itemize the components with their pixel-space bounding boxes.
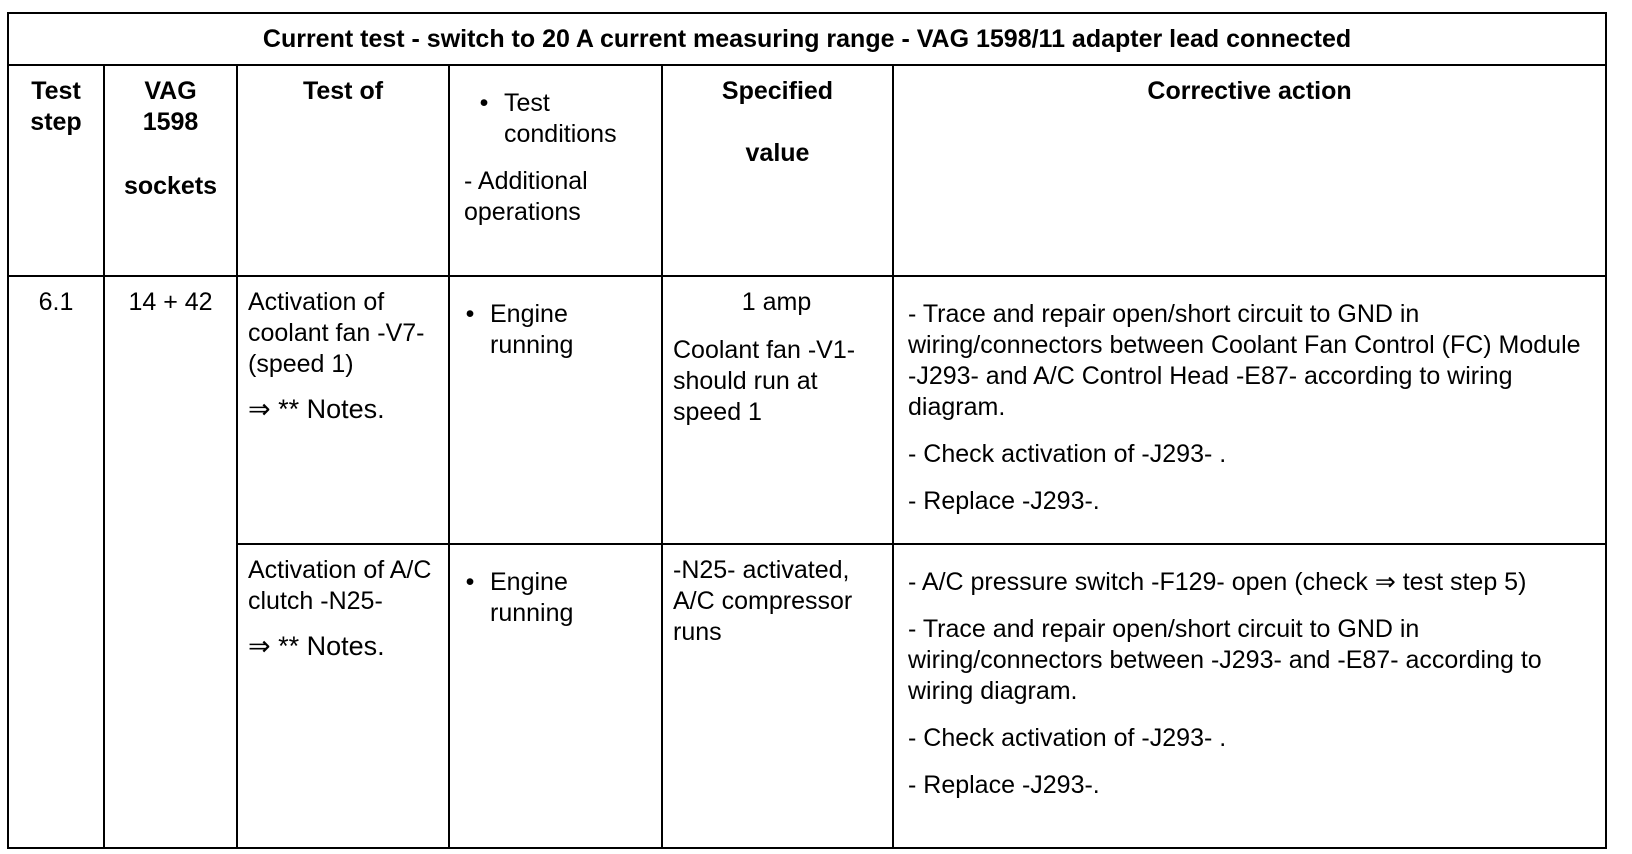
test-table: [7, 12, 1607, 849]
header-corrective: [893, 65, 1606, 276]
header-conditions-additional: - Additional operations: [464, 167, 588, 226]
table-title: Current test - switch to 20 A current measuring range - VAG 1598/11 adapter lead connected: [8, 13, 1606, 65]
header-test-of: [237, 65, 449, 276]
cell-specified: [662, 544, 893, 848]
test-of-text: Activation of coolant fan -V7- (speed 1): [248, 288, 425, 378]
header-sockets-line1: VAG: [144, 77, 197, 105]
header-corrective-label: Corrective action: [1147, 77, 1352, 105]
header-sockets: [104, 65, 237, 276]
condition-text: Engine running: [490, 568, 574, 627]
notes-link[interactable]: ⇒ ** Notes.: [248, 394, 385, 424]
cell-corrective: [893, 276, 1606, 544]
header-test-step: [8, 65, 104, 276]
condition-text: Engine running: [490, 300, 574, 359]
specified-value: 1 amp: [741, 288, 812, 316]
test-of-text: Activation of A/C clutch -N25-: [248, 556, 432, 615]
action-item: - A/C pressure switch -F129- open (check ⇒ test step 5): [908, 568, 1527, 596]
header-sockets-line3: sockets: [123, 172, 218, 200]
header-conditions-bullet: [464, 88, 661, 150]
cell-condition: [449, 544, 662, 848]
cell-corrective: [893, 544, 1606, 848]
header-conditions: [449, 65, 662, 276]
header-test-step-line2: step: [30, 108, 82, 136]
header-specified-line1: Specified: [721, 77, 834, 105]
cell-specified: [662, 276, 893, 544]
action-item: - Trace and repair open/short circuit to GND in wiring/connectors between Coolant Fan Control (FC) Module -J293- and A/C Control Head -E87- according to wiring diagram.: [908, 300, 1581, 421]
header-test-step-line1: Test: [31, 77, 81, 105]
table-row: [8, 276, 1606, 544]
cell-test-step: 6.1: [8, 276, 104, 848]
specified-note: Coolant fan -V1- should run at speed 1: [673, 336, 856, 426]
specified-value: -N25- activated, A/C compressor runs: [673, 556, 853, 646]
table-row: [8, 544, 1606, 848]
action-item: - Replace -J293-.: [908, 487, 1100, 515]
bullet-icon: •: [479, 89, 489, 117]
header-sockets-line2: 1598: [142, 108, 199, 136]
cell-test-of: [237, 276, 449, 544]
cell-condition: [449, 276, 662, 544]
action-item: - Replace -J293-.: [908, 771, 1100, 799]
notes-link[interactable]: ⇒ ** Notes.: [248, 631, 385, 661]
bullet-icon: •: [465, 300, 475, 328]
action-item: - Check activation of -J293- .: [908, 724, 1227, 752]
cell-test-of: [237, 544, 449, 848]
header-test-of-label: Test of: [302, 77, 384, 105]
cell-sockets: 14 + 42: [104, 276, 237, 848]
action-item: - Check activation of -J293- .: [908, 440, 1227, 468]
header-conditions-label: Test conditions: [504, 89, 617, 148]
bullet-icon: •: [465, 568, 475, 596]
header-specified: [662, 65, 893, 276]
header-specified-line2: value: [745, 139, 810, 167]
action-item: - Trace and repair open/short circuit to GND in wiring/connectors between -J293- and -E87- according to wiring diagram.: [908, 615, 1542, 705]
